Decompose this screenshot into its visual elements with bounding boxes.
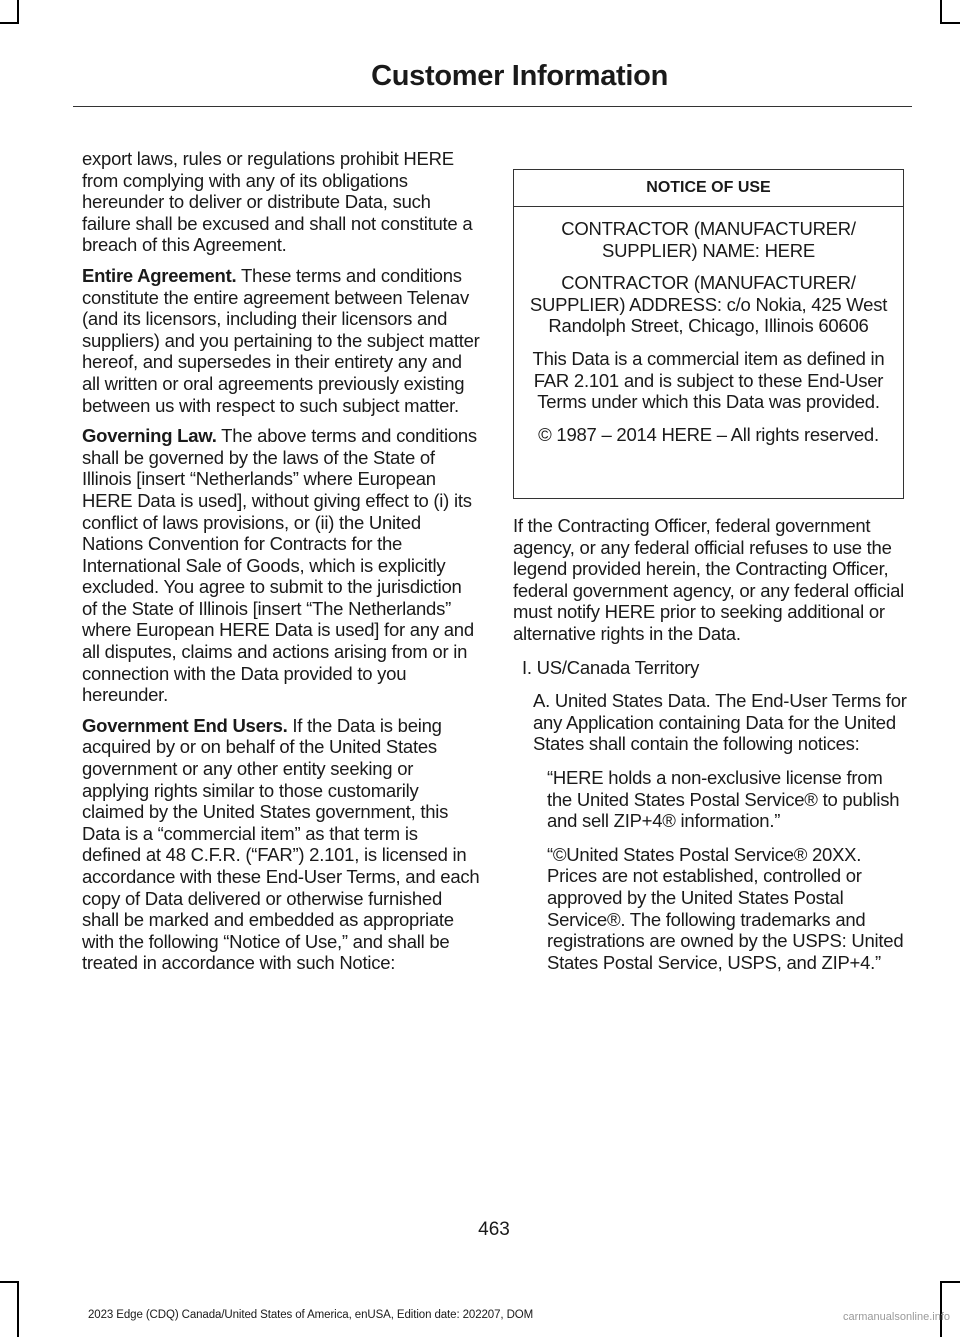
paragraph: Government End Users. If the Data is being acquired by or on behalf of the United States government or any other entity seeking or applying rights similar to those customarily claimed by the United States government, this Data is a “commercial item” as that term is defined at 48 C.F.R. (“FAR”) 2.101, is licensed in accordance with these End-User Terms, and each copy of Data delivered or otherwise furnished shall be marked and embedded as appropriate with the following “Notice of Use,” and shall be treated in accordance with such Notice:: [82, 714, 480, 974]
crop-mark: [17, 1281, 19, 1337]
crop-mark: [940, 0, 942, 22]
notice-quote: “HERE holds a non-exclusive license from the United States Postal Service® to publish and sell ZIP+4® information.”: [547, 766, 900, 832]
notice-line: CONTRACTOR (MANUFACTURER/ SUPPLIER) NAME: HERE: [561, 218, 856, 261]
crop-mark: [940, 22, 960, 24]
us-data-paragraph: A. United States Data. The End-User Terms for any Application containing Data for the United States shall contain the following notices:: [533, 690, 907, 755]
notice-line: © 1987 – 2014 HERE – All rights reserved.: [538, 423, 879, 445]
notice-heading: NOTICE OF USE: [514, 170, 903, 207]
notice-of-use-box: [513, 169, 904, 499]
watermark: carmanualsonline.info: [842, 1311, 950, 1323]
crop-mark: [0, 22, 19, 24]
notice-line: This Data is a commercial item as defined in FAR 2.101 and is subject to these End-User Terms under which this Data was provided.: [532, 347, 885, 413]
crop-mark: [940, 1281, 960, 1283]
right-column: [513, 515, 911, 982]
left-column: [82, 148, 480, 983]
page-title: Customer Information: [371, 60, 668, 92]
paragraph: export laws, rules or regulations prohibit HERE from complying with any of its obligations hereunder to deliver or distribute Data, such failure shall be excused and shall not constitute a breach of this Agreement.: [82, 148, 473, 256]
paragraph: If the Contracting Officer, federal government agency, or any federal official refuses to use the legend provided herein, the Contracting Officer, federal government agency, or any federal official must notify HERE prior to seeking additional or alternative rights in the Data.: [513, 515, 904, 644]
crop-mark: [17, 0, 19, 22]
crop-mark: [940, 1281, 942, 1337]
paragraph-heading: Governing Law.: [82, 425, 217, 447]
notice-body: [514, 207, 903, 445]
footer-edition: 2023 Edge (CDQ) Canada/United States of America, enUSA, Edition date: 202207, DOM: [88, 1309, 534, 1321]
paragraph: Governing Law. The above terms and conditions shall be governed by the laws of the State of Illinois [insert “Netherlands” where European HERE Data is used], without giving effect to (i) its conflict of laws provisions, or (ii) the United Nations Convention for Contracts for the International Sale of Goods, which is explicitly excluded. You agree to submit to the jurisdiction of the State of Illinois [insert “The Netherlands” where European HERE Data is used] for any and all disputes, claims and actions arising from or in connection with the Data provided to you hereunder.: [82, 425, 477, 706]
paragraph-heading: Entire Agreement.: [82, 264, 237, 286]
header-rule: [73, 106, 912, 107]
notice-quote: “©United States Postal Service® 20XX. Prices are not established, controlled or approved by the United States Postal Service®. The following trademarks and registrations are owned by the USPS: United States Postal Service, USPS, and ZIP+4.”: [547, 843, 904, 973]
page-number: 463: [478, 1219, 510, 1240]
paragraph-heading: Government End Users.: [82, 714, 288, 736]
paragraph: Entire Agreement. These terms and conditions constitute the entire agreement between Telenav (and its licensors, including their licensors and suppliers) and you pertaining to the subject matter hereof, and supersedes in their entirety any and all written or oral agreements previously existing between us with respect to such subject matter.: [82, 264, 480, 416]
territory-heading: I. US/Canada Territory: [522, 656, 700, 678]
notice-line: CONTRACTOR (MANUFACTURER/ SUPPLIER) ADDRESS: c/o Nokia, 425 West Randolph Street, Chicago, Illinois 60606: [529, 272, 888, 337]
